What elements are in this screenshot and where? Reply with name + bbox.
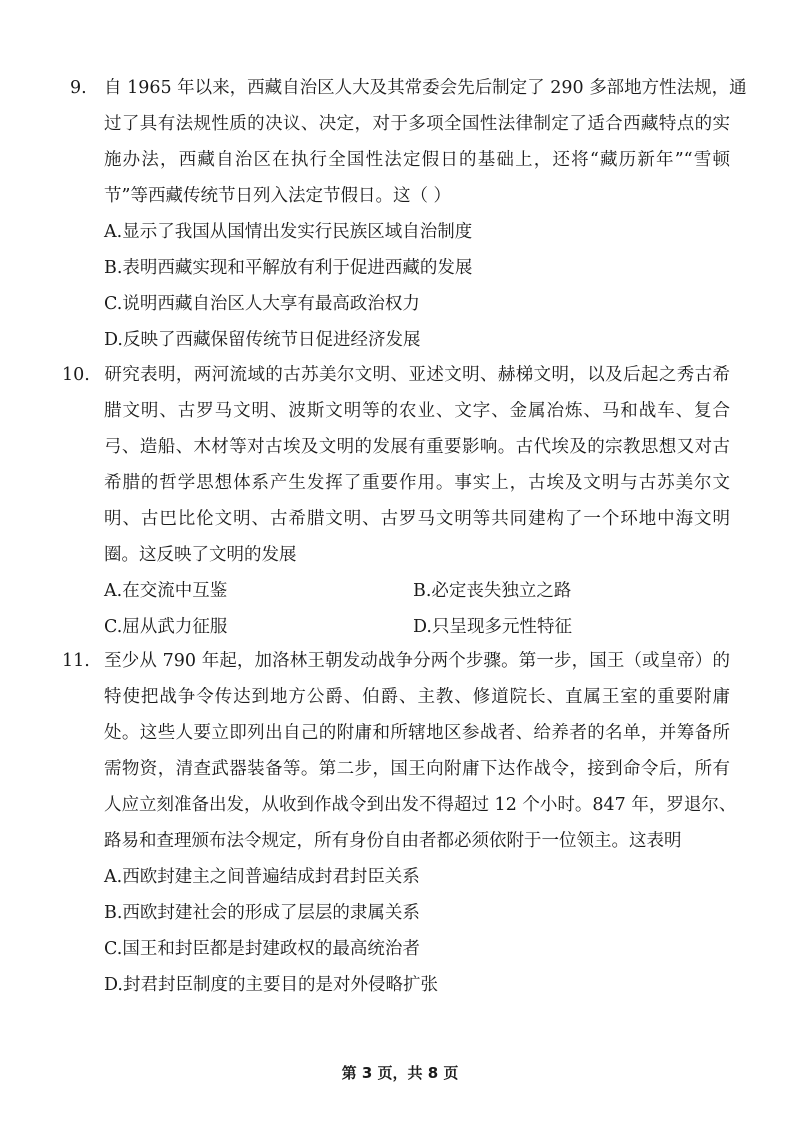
- option-d: D.反映了西藏保留传统节日促进经济发展: [104, 330, 421, 350]
- question-line: 路易和查理颁布法令规定，所有身份自由者都必须依附于一位领主。这表明: [104, 831, 682, 851]
- question-10: [62, 357, 730, 645]
- question-line: 明、古巴比伦文明、古希腊文明、古罗马文明等共同建构了一个环地中海文明: [104, 509, 730, 529]
- question-line: 特使把战争令传达到地方公爵、伯爵、主教、修道院长、直属王室的重要附庸: [104, 687, 730, 707]
- question-line: 需物资，清查武器装备等。第二步，国王向附庸下达作战令，接到命令后，所有: [104, 759, 730, 779]
- option-c: C.屈从武力征服: [104, 617, 228, 637]
- question-line: [62, 357, 730, 393]
- question-line: [62, 643, 730, 679]
- question-number: 10.: [62, 365, 90, 385]
- question-line: 节”等西藏传统节日列入法定节假日。这（ ）: [104, 186, 452, 206]
- option-c: C.国王和封臣都是封建政权的最高统治者: [104, 939, 420, 959]
- question-text: 自 1965 年以来，西藏自治区人大及其常委会先后制定了 290 多部地方性法规，通: [104, 78, 747, 98]
- option-b: B.表明西藏实现和平解放有利于促进西藏的发展: [104, 258, 473, 278]
- question-11: [62, 643, 737, 1003]
- option-b: B.必定丧失独立之路: [413, 581, 572, 601]
- question-line: 弓、造船、木材等对古埃及文明的发展有重要影响。古代埃及的宗教思想又对古: [104, 437, 730, 457]
- option-row: [70, 609, 730, 645]
- question-line: 施办法，西藏自治区在执行全国性法定假日的基础上，还将“藏历新年”“雪顿: [104, 150, 730, 170]
- question-line: 圈。这反映了文明的发展: [104, 545, 297, 565]
- question-line: 腊文明、古罗马文明、波斯文明等的农业、文字、金属冶炼、马和战车、复合: [104, 401, 730, 421]
- option-d: D.封君封臣制度的主要目的是对外侵略扩张: [104, 975, 438, 995]
- question-9: [70, 70, 747, 358]
- page-footer: 第 3 页，共 8 页: [341, 1064, 459, 1082]
- question-number: 9.: [70, 78, 87, 98]
- question-line: 过了具有法规性质的决议、决定，对于多项全国性法律制定了适合西藏特点的实: [104, 114, 730, 134]
- question-line: 希腊的哲学思想体系产生发挥了重要作用。事实上，古埃及文明与古苏美尔文: [104, 473, 730, 493]
- question-line: 处。这些人要立即列出自己的附庸和所辖地区参战者、给养者的名单，并筹备所: [104, 723, 730, 743]
- option-a: A.显示了我国从国情出发实行民族区域自治制度: [104, 222, 473, 242]
- option-b: B.西欧封建社会的形成了层层的隶属关系: [104, 903, 420, 923]
- question-text: 至少从 790 年起，加洛林王朝发动战争分两个步骤。第一步，国王（或皇帝）的: [104, 651, 730, 671]
- question-text: 研究表明，两河流域的古苏美尔文明、亚述文明、赫梯文明，以及后起之秀古希: [104, 365, 730, 385]
- option-d: D.只呈现多元性特征: [413, 617, 572, 637]
- question-line: 人应立刻准备出发，从收到作战令到出发不得超过 12 个小时。847 年，罗退尔、: [104, 795, 737, 815]
- option-a: A.西欧封建主之间普遍结成封君封臣关系: [104, 867, 420, 887]
- question-line: [70, 70, 747, 106]
- option-a: A.在交流中互鉴: [104, 581, 228, 601]
- question-number: 11.: [62, 651, 90, 671]
- option-row: [70, 573, 730, 609]
- option-c: C.说明西藏自治区人大享有最高政治权力: [104, 294, 420, 314]
